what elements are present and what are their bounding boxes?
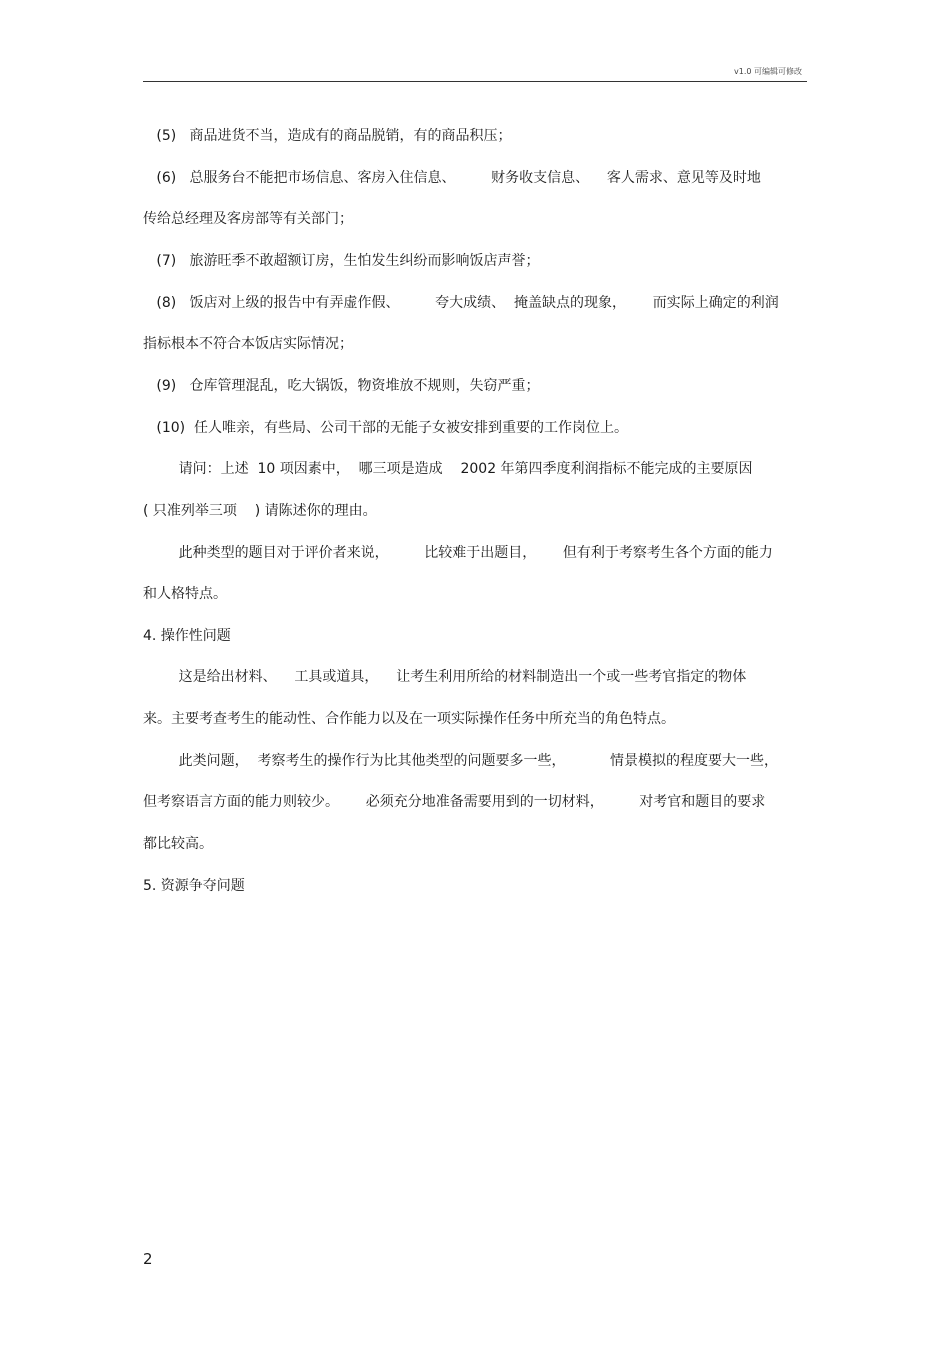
header-divider <box>143 81 807 82</box>
text-line: 此类问题， 考察考生的操作行为比其他类型的问题要多一些， 情景模拟的程度要大一些， <box>143 753 779 769</box>
text-line: 但考察语言方面的能力则较少。 必须充分地准备需要用到的一切材料， 对考官和题目的要求 <box>143 794 766 810</box>
text-line: (8) 饭店对上级的报告中有弄虚作假、 夸大成绩、 掩盖缺点的现象， 而实际上确定的利润 <box>143 295 779 311</box>
text-line: 这是给出材料、 工具或道具， 让考生利用所给的材料制造出一个或一些考官指定的物体 <box>143 669 747 685</box>
text-line: 都比较高。 <box>143 836 213 852</box>
text-line: 指标根本不符合本饭店实际情况； <box>143 336 353 352</box>
section-heading: 5. 资源争夺问题 <box>143 878 245 894</box>
text-line: 请问：上述 10 项因素中， 哪三项是造成 2002 年第四季度利润指标不能完成的主要原因 <box>143 461 753 477</box>
text-line: 传给总经理及客房部等有关部门； <box>143 211 353 227</box>
section-heading: 4. 操作性问题 <box>143 628 231 644</box>
version-label: v1.0 可编辑可修改 <box>734 67 802 76</box>
text-line: 和人格特点。 <box>143 586 227 602</box>
text-line: (5) 商品进货不当，造成有的商品脱销，有的商品积压； <box>143 128 512 144</box>
text-line: (7) 旅游旺季不敢超额订房，生怕发生纠纷而影响饭店声誉； <box>143 253 540 269</box>
page-number: 2 <box>143 1250 153 1268</box>
text-line: 来。主要考查考生的能动性、合作能力以及在一项实际操作任务中所充当的角色特点。 <box>143 711 675 727</box>
text-line: (6) 总服务台不能把市场信息、客房入住信息、 财务收支信息、 客人需求、意见等及时地 <box>143 170 761 186</box>
text-line: 此种类型的题目对于评价者来说， 比较难于出题目， 但有利于考察考生各个方面的能力 <box>143 545 773 561</box>
text-line: (10) 任人唯亲，有些局、公司干部的无能子女被安排到重要的工作岗位上。 <box>143 420 628 436</box>
text-line: ( 只准列举三项 ) 请陈述你的理由。 <box>143 503 377 519</box>
text-line: (9) 仓库管理混乱，吃大锅饭，物资堆放不规则，失窃严重； <box>143 378 540 394</box>
